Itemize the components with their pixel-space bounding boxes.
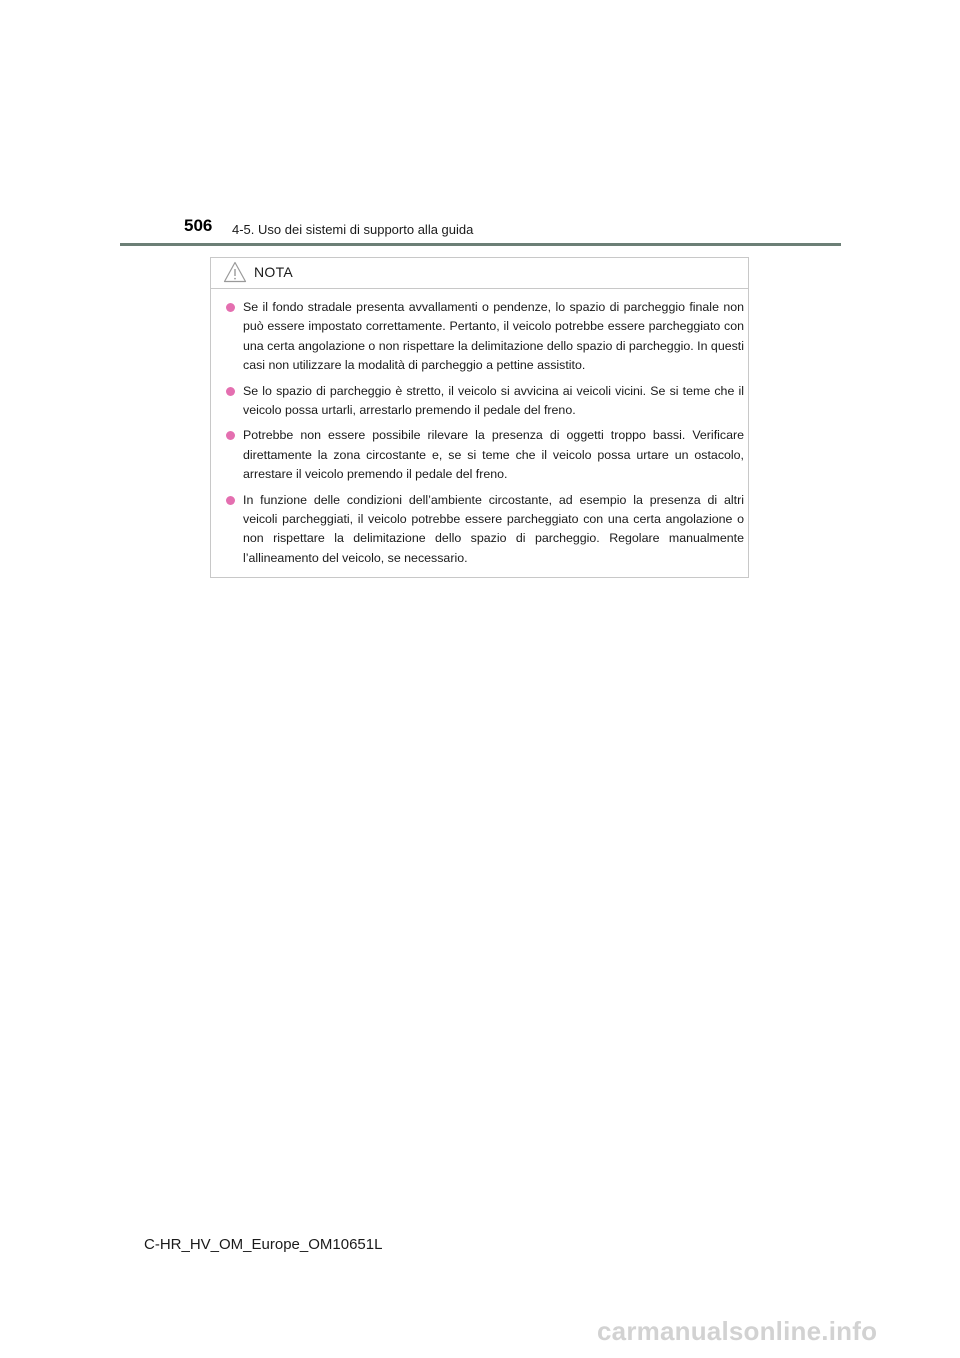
note-box xyxy=(210,257,749,578)
page-number: 506 xyxy=(184,216,213,235)
header-divider xyxy=(120,243,841,246)
list-item xyxy=(226,298,744,376)
list-item-text: Se il fondo stradale presenta avvallamenti o pendenze, lo spazio di parcheggio finale non può essere impostato correttamente. Pertanto, il veicolo potrebbe essere parcheggiato con una certa angolazione o non rispettare la delimitazione dello spazio di parcheggio. In questi casi non utilizzare la modalità di parcheggio a pettine assistito. xyxy=(243,300,744,373)
list-item xyxy=(226,382,744,421)
watermark: carmanualsonline.info xyxy=(597,1316,878,1346)
bullet-icon xyxy=(226,387,235,396)
list-item xyxy=(226,491,744,569)
note-list xyxy=(226,298,744,574)
warning-triangle-icon xyxy=(223,261,247,283)
list-item-text: Potrebbe non essere possibile rilevare la presenza di oggetti troppo bassi. Verificare direttamente la zona circostante e, se si teme che il veicolo possa urtare un ostacolo, arrestare il veicolo premendo il pedale del freno. xyxy=(243,428,744,482)
list-item-text: In funzione delle condizioni dell’ambiente circostante, ad esempio la presenza di altri veicoli parcheggiati, il veicolo potrebbe essere parcheggiato con una certa angolazione o non rispettare la delimitazione dello spazio di parcheggio. Regolare manualmente l’allineamento del veicolo, se necessario. xyxy=(243,492,744,565)
list-item xyxy=(226,426,744,484)
list-item-text: Se lo spazio di parcheggio è stretto, il veicolo si avvicina ai veicoli vicini. Se si teme che il veicolo possa urtarli, arrestarlo premendo il pedale del freno. xyxy=(243,383,744,418)
note-header xyxy=(211,258,748,289)
document-code: C-HR_HV_OM_Europe_OM10651L xyxy=(144,1236,383,1253)
note-title: NOTA xyxy=(254,264,294,280)
bullet-icon xyxy=(226,303,235,312)
bullet-icon xyxy=(226,431,235,440)
section-title: 4-5. Uso dei sistemi di supporto alla guida xyxy=(232,222,474,237)
bullet-icon xyxy=(226,496,235,505)
